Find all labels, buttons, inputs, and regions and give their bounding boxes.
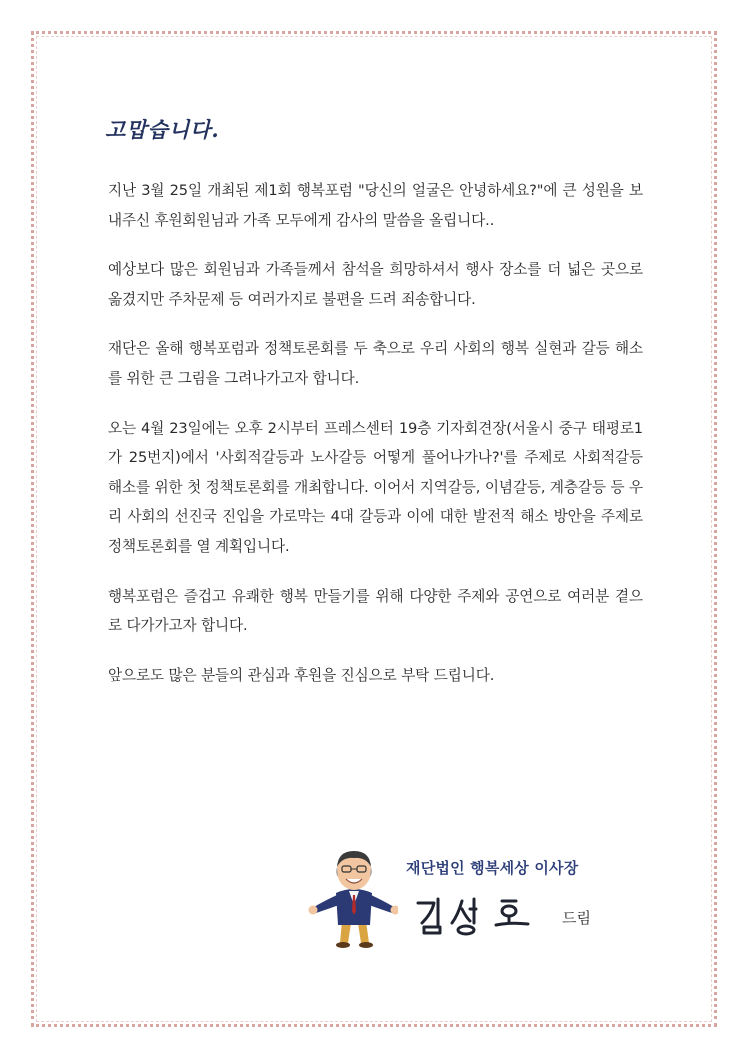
paragraph-closing: 앞으로도 많은 분들의 관심과 후원을 진심으로 부탁 드립니다. — [108, 666, 495, 684]
handwritten-signature — [412, 891, 552, 937]
paragraph-apology: 예상보다 많은 회원님과 가족들께서 참석을 희망하셔서 행사 장소를 더 넓은 곳으로 옮겼지만 주차문제 등 여러가지로 불편을 드려 죄송합니다. — [108, 261, 643, 308]
signature-org-title: 재단법인 행복세상 이사장 — [406, 859, 579, 877]
paragraph-forum: 행복포럼은 즐겁고 유쾌한 행복 만들기를 위해 다양한 주제와 공연으로 여러분 곁으로 다가가고자 합니다. — [108, 587, 643, 635]
signature-suffix: 드림 — [562, 909, 591, 927]
paragraph-thanks: 지난 3월 25일 개최된 제1회 행복포럼 "당신의 얼굴은 안녕하세요?"에 큰 성원을 보내주신 후원회원님과 가족 모두에게 감사의 말씀을 올립니다.. — [108, 182, 643, 229]
chairman-caricature-icon — [306, 847, 398, 949]
paragraph-debate: 오는 4월 23일에는 오후 2시부터 프레스센터 19층 기자회견장(서울시 중구 태평로1가 25번지)에서 '사회적갈등과 노사갈등 어떻게 풀어나가나?'를 주제로 사회적갈등 해소를 위한 첫 정책토론회를 개최합니다. 이어서 지역갈등, 이념갈등, 계층갈등 등 우리 사회의 선진국 진입을 가로막는 4대 갈등과 이에 대한 발전적 해소 방안을 주제로 정책토론회를 열 계획입니다. — [108, 419, 643, 555]
letter-body — [108, 176, 643, 710]
paragraph-plans: 재단은 올해 행복포럼과 정책토론회를 두 축으로 우리 사회의 행복 실현과 갈등 해소를 위한 큰 그림을 그려나가고자 합니다. — [108, 340, 643, 387]
letter-heading: 고맙습니다. — [105, 117, 220, 142]
signature-block — [300, 845, 620, 955]
